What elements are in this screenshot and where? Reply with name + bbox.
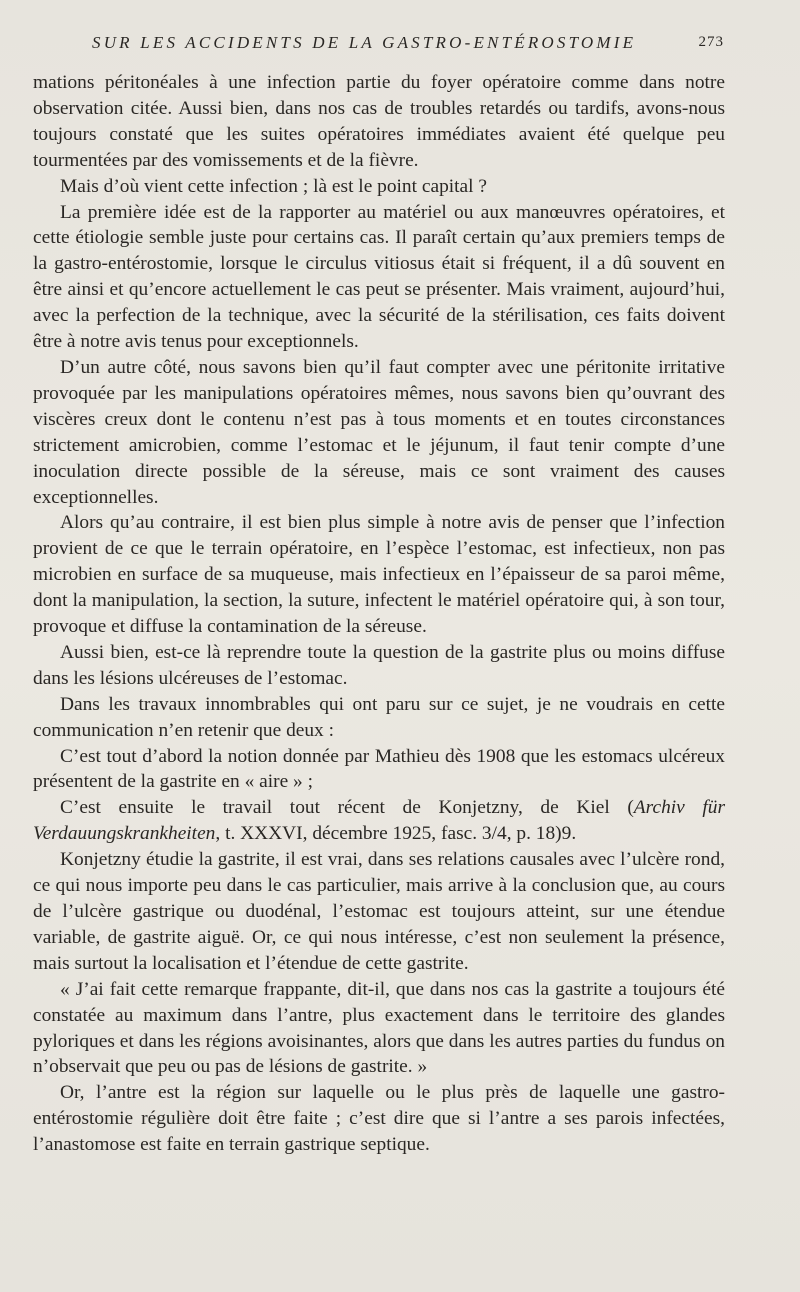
paragraph: La première idée est de la rapporter au matériel ou aux manœuvres opératoires, et cette étiologie semble juste pour certains cas. Il paraît certain qu’aux premiers temps de la gastro-entérostomie, lorsque le circulus vitiosus était si fréquent, il a dû souvent en être ainsi et qu’encore actuellement le cas peut se présenter. Mais vraiment, aujourd’hui, avec la perfection de la technique, avec la sécurité de la stérilisation, ces faits doivent être à notre avis tenus pour exceptionnels. bbox=[33, 201, 725, 353]
paragraph: Konjetzny étudie la gastrite, il est vrai, dans ses relations causales avec l’ulcère rond, ce qui nous importe peu dans le cas particulier, mais arrive à la conclusion que, au cours de l’ulcère gastrique ou duodénal, l’estomac est toujours atteint, sur une étendue variable, de gastrite aiguë. Or, ce qui nous intéresse, c’est non seulement la présence, mais surtout la localisation et l’étendue de cette gastrite. bbox=[33, 849, 725, 974]
paragraph: mations péritonéales à une infection partie du foyer opératoire comme dans notre observation citée. Aussi bien, dans nos cas de troubles retardés ou tardifs, avons-nous toujours constaté que les suites opératoires immédiates avaient été quelque peu tourmentées par des vomissements et de la fièvre. bbox=[33, 72, 725, 171]
paragraph-konjetzny-reference bbox=[33, 795, 725, 847]
paragraph-quotation: « J’ai fait cette remarque frappante, dit-il, que dans nos cas la gastrite a toujours été constatée au maximum dans l’antre, plus exactement dans le territoire des glandes pyloriques et dans les régions avoisinantes, alors que dans les autres parties du fundus on n’observait que peu ou pas de lésions de gastrite. » bbox=[33, 978, 725, 1078]
paragraph: D’un autre côté, nous savons bien qu’il faut compter avec une péritonite irritative provoquée par les manipulations opératoires mêmes, nous savons bien qu’ouvrant des viscères creux dont le contenu n’est pas à tous moments et en toutes circonstances strictement amicrobien, comme l’estomac et le jéjunum, il faut tenir compte d’une inoculation directe possible de la séreuse, mais ce sont vraiment des causes exceptionnelles. bbox=[33, 356, 725, 508]
running-head bbox=[92, 33, 732, 53]
paragraph: Or, l’antre est la région sur laquelle ou le plus près de laquelle une gastro-entérostomie régulière doit être faite ; c’est dire que si l’antre a ses parois infectées, l’anastomose est faite en terrain gastrique septique. bbox=[33, 1082, 725, 1156]
journal-title: Archiv für Verdauungskrankheiten bbox=[33, 797, 725, 845]
running-title: SUR LES ACCIDENTS DE LA GASTRO-ENTÉROSTOMIE bbox=[92, 33, 637, 52]
paragraph: C’est tout d’abord la notion donnée par Mathieu dès 1908 que les estomacs ulcéreux présentent de la gastrite en « aire » ; bbox=[33, 745, 725, 793]
body-text bbox=[33, 70, 725, 1158]
paragraph: Alors qu’au contraire, il est bien plus simple à notre avis de penser que l’infection provient de ce que le terrain opératoire, en l’espèce l’estomac, est infectieux, non pas microbien en surface de sa muqueuse, mais infectieux en l’épaisseur de sa paroi même, dont la manipulation, la section, la suture, infectent le matériel opératoire qui, à son tour, provoque et diffuse la contamination de la séreuse. bbox=[33, 512, 725, 638]
paragraph: Dans les travaux innombrables qui ont paru sur ce sujet, je ne voudrais en cette communication n’en retenir que deux : bbox=[33, 693, 725, 741]
page-number: 273 bbox=[698, 34, 724, 50]
paragraph: Aussi bien, est-ce là reprendre toute la question de la gastrite plus ou moins diffuse dans les lésions ulcéreuses de l’estomac. bbox=[33, 641, 725, 689]
reference-text-after: , t. XXXVI, décembre 1925, fasc. 3/4, p. 18)9. bbox=[215, 823, 577, 845]
reference-text-before: C’est ensuite le travail tout récent de Konjetzny, de Kiel ( bbox=[60, 797, 634, 819]
paragraph: Mais d’où vient cette infection ; là est le point capital ? bbox=[60, 175, 487, 197]
